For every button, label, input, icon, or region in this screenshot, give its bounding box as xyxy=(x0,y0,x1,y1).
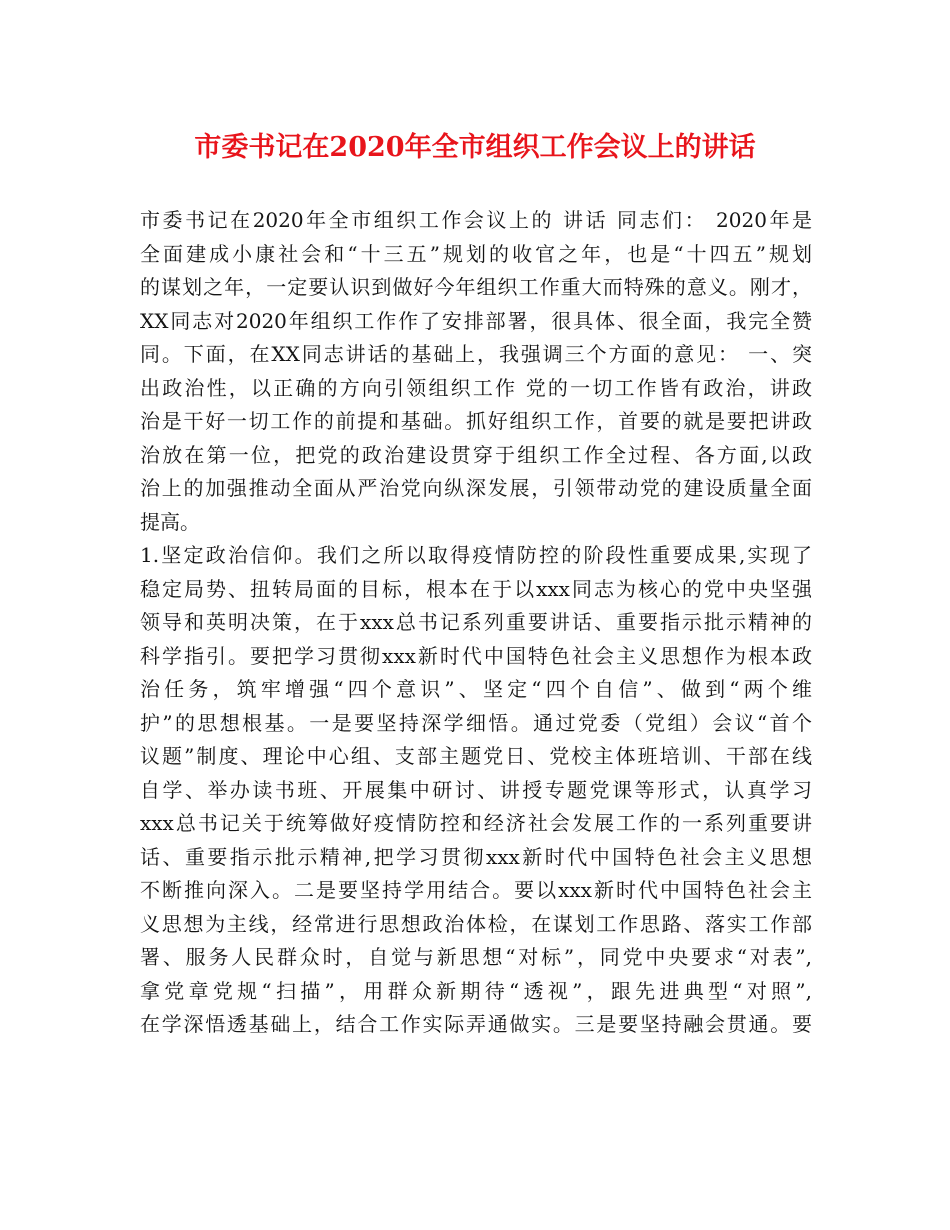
text-line: 议题”制度、理论中心组、支部主题党日、党校主体班培训、干部在线 xyxy=(140,744,812,768)
document-title: 市委书记在2020年全市组织工作会议上的讲话 xyxy=(194,132,756,163)
text-line: 自学、举办读书班、开展集中研讨、讲授专题党课等形式，认真学习 xyxy=(140,777,812,802)
text-line: 署、服务人民群众时，自觉与新思想“对标”，同党中央要求“对表”, xyxy=(140,945,812,969)
document-body xyxy=(140,204,812,1042)
text-line: 的谋划之年，一定要认识到做好今年组织工作重大而特殊的意义。刚才， xyxy=(140,275,812,299)
text-line: xxx总书记关于统筹做好疫情防控和经济社会发展工作的一系列重要讲 xyxy=(140,811,812,835)
text-line: 稳定局势、扭转局面的目标，根本在于以xxx同志为核心的党中央坚强 xyxy=(140,576,812,601)
text-line: 领导和英明决策，在于xxx总书记系列重要讲话、重要指示批示精神的 xyxy=(140,610,812,634)
text-line: 话、重要指示批示精神,把学习贯彻xxx新时代中国特色社会主义思想 xyxy=(140,844,812,869)
text-line: 治是干好一切工作的前提和基础。抓好组织工作，首要的就是要把讲政 xyxy=(140,409,812,433)
text-line: 义思想为主线，经常进行思想政治体检，在谋划工作思路、落实工作部 xyxy=(140,911,812,936)
text-line: 不断推向深入。二是要坚持学用结合。要以xxx新时代中国特色社会主 xyxy=(140,878,812,902)
text-line: XX同志对2020年组织工作作了安排部署，很具体、很全面，我完全赞 xyxy=(140,308,812,333)
text-line: 提高。 xyxy=(140,509,200,534)
text-line: 全面建成小康社会和“十三五”规划的收官之年，也是“十四五”规划 xyxy=(140,241,812,266)
text-line: 出政治性，以正确的方向引领组织工作 党的一切工作皆有政治，讲政 xyxy=(140,375,812,400)
text-line: 治任务，筑牢增强“四个意识”、坚定“四个自信”、做到“两个维 xyxy=(140,677,812,701)
text-line: 在学深悟透基础上，结合工作实际弄通做实。三是要坚持融会贯通。要 xyxy=(140,1012,812,1036)
text-line: 同。下面，在XX同志讲话的基础上，我强调三个方面的意见： 一、突 xyxy=(140,342,812,366)
text-line: 治放在第一位，把党的政治建设贯穿于组织工作全过程、各方面,以政 xyxy=(140,442,812,467)
text-line: 市委书记在2020年全市组织工作会议上的 讲话 同志们： 2020年是 xyxy=(140,208,812,232)
text-line: 护”的思想根基。一是要坚持深学细悟。通过党委（党组）会议“首个 xyxy=(140,710,812,735)
text-line: 1.坚定政治信仰。我们之所以取得疫情防控的阶段性重要成果,实现了 xyxy=(140,543,812,567)
text-line: 治上的加强推动全面从严治党向纵深发展，引领带动党的建设质量全面 xyxy=(140,476,812,500)
text-line: 拿党章党规“扫描”，用群众新期待“透视”，跟先进典型“对照”, xyxy=(140,978,812,1003)
text-line: 科学指引。要把学习贯彻xxx新时代中国特色社会主义思想作为根本政 xyxy=(140,643,812,668)
